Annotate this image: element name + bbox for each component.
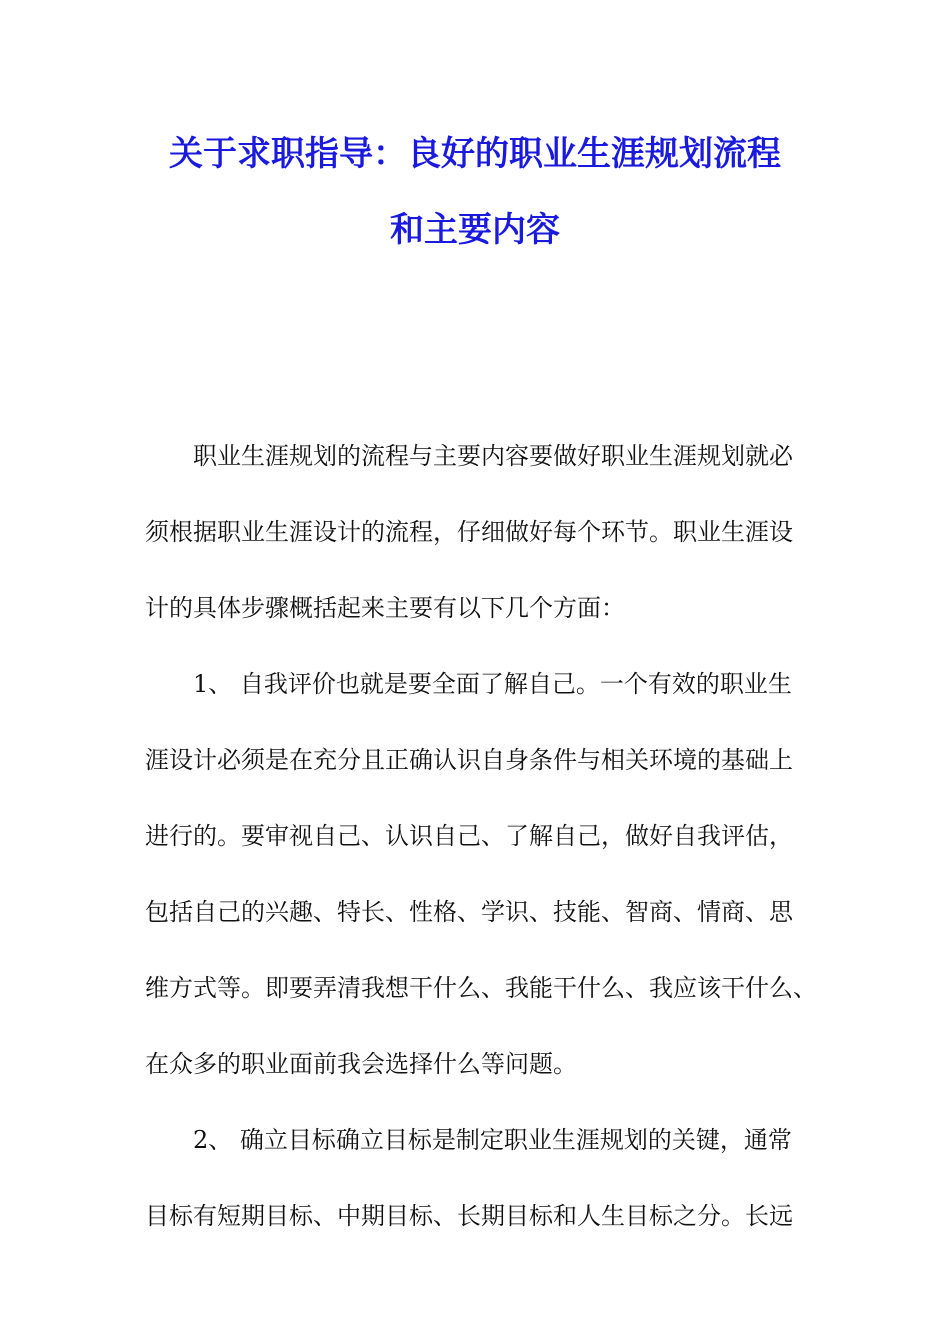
paragraph-line: 职业生涯规划的流程与主要内容要做好职业生涯规划就必 [193,442,793,470]
paragraph-line: 须根据职业生涯设计的流程，仔细做好每个环节。职业生涯设 [145,518,793,546]
paragraph-line: 维方式等。即要弄清我想干什么、我能干什么、我应该干什么、 [145,974,817,1002]
paragraph-line: 目标有短期目标、中期目标、长期目标和人生目标之分。长远 [145,1202,793,1230]
paragraph-line: 包括自己的兴趣、特长、性格、学识、技能、智商、情商、思 [145,898,793,926]
paragraph-line: 进行的。要审视自己、认识自己、了解自己，做好自我评估， [145,822,793,850]
document-title-line-1: 关于求职指导：良好的职业生涯规划流程 [169,134,781,174]
document-title-line-2: 和主要内容 [390,210,560,250]
document-body [145,418,845,1254]
paragraph-line: 在众多的职业面前我会选择什么等问题。 [145,1050,577,1078]
paragraph-line: 计的具体步骤概括起来主要有以下几个方面： [145,594,625,622]
paragraph-line: 涯设计必须是在充分且正确认识自身条件与相关环境的基础上 [145,746,793,774]
paragraph-line: 2、 确立目标确立目标是制定职业生涯规划的关键，通常 [193,1126,792,1154]
paragraph-line: 1、 自我评价也就是要全面了解自己。一个有效的职业生 [193,670,792,698]
